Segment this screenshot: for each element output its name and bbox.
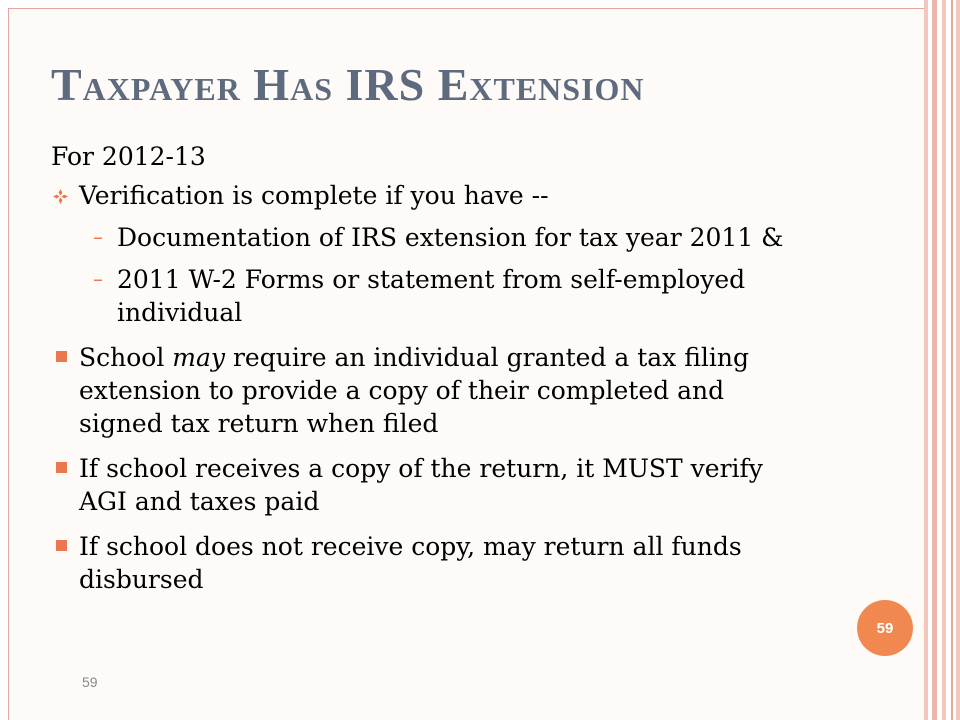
lead-text: For 2012-13 bbox=[51, 142, 206, 171]
square-bullet-icon bbox=[56, 351, 67, 362]
page-number-footer: 59 bbox=[82, 674, 98, 690]
square-bullet-icon bbox=[56, 540, 67, 551]
page-number-badge: 59 bbox=[857, 600, 913, 656]
verification-item-text: individual bbox=[117, 298, 243, 327]
verification-item bbox=[51, 221, 861, 254]
decorative-stripes bbox=[924, 0, 960, 720]
main-bullet bbox=[51, 530, 861, 596]
bullet-text: AGI and taxes paid bbox=[79, 487, 320, 516]
bullet-text: School bbox=[79, 343, 173, 372]
main-bullet bbox=[51, 341, 861, 440]
bullet-text: If school does not receive copy, may return all funds bbox=[79, 532, 742, 561]
verification-item bbox=[51, 263, 861, 329]
stripe bbox=[924, 0, 928, 720]
verification-item-text: 2011 W-2 Forms or statement from self-employed bbox=[117, 265, 746, 294]
verification-label: Verification is complete if you have -- bbox=[79, 181, 549, 210]
bullet-text: require an individual granted a tax filing bbox=[225, 343, 749, 372]
bullet-text: signed tax return when filed bbox=[79, 409, 439, 438]
stripe bbox=[942, 0, 946, 720]
stripe bbox=[956, 0, 960, 720]
stripe bbox=[951, 0, 953, 720]
square-bullet-icon bbox=[56, 462, 67, 473]
bullet-emphasis: may bbox=[172, 343, 226, 372]
bullet-text: If school receives a copy of the return, it MUST verify bbox=[79, 454, 763, 483]
slide-body bbox=[51, 140, 861, 596]
slide-title: Taxpayer Has IRS Extension bbox=[51, 59, 645, 110]
verification-bullet bbox=[51, 179, 861, 212]
bullet-text: extension to provide a copy of their completed and bbox=[79, 376, 725, 405]
stripe bbox=[932, 0, 937, 720]
main-bullet bbox=[51, 452, 861, 518]
dash-bullet-icon: – bbox=[93, 225, 103, 249]
dash-bullet-icon: – bbox=[93, 267, 103, 291]
bullet-text: disbursed bbox=[79, 565, 204, 594]
diamond-bullet-icon bbox=[53, 189, 68, 204]
verification-item-text: Documentation of IRS extension for tax year 2011 & bbox=[117, 223, 784, 252]
